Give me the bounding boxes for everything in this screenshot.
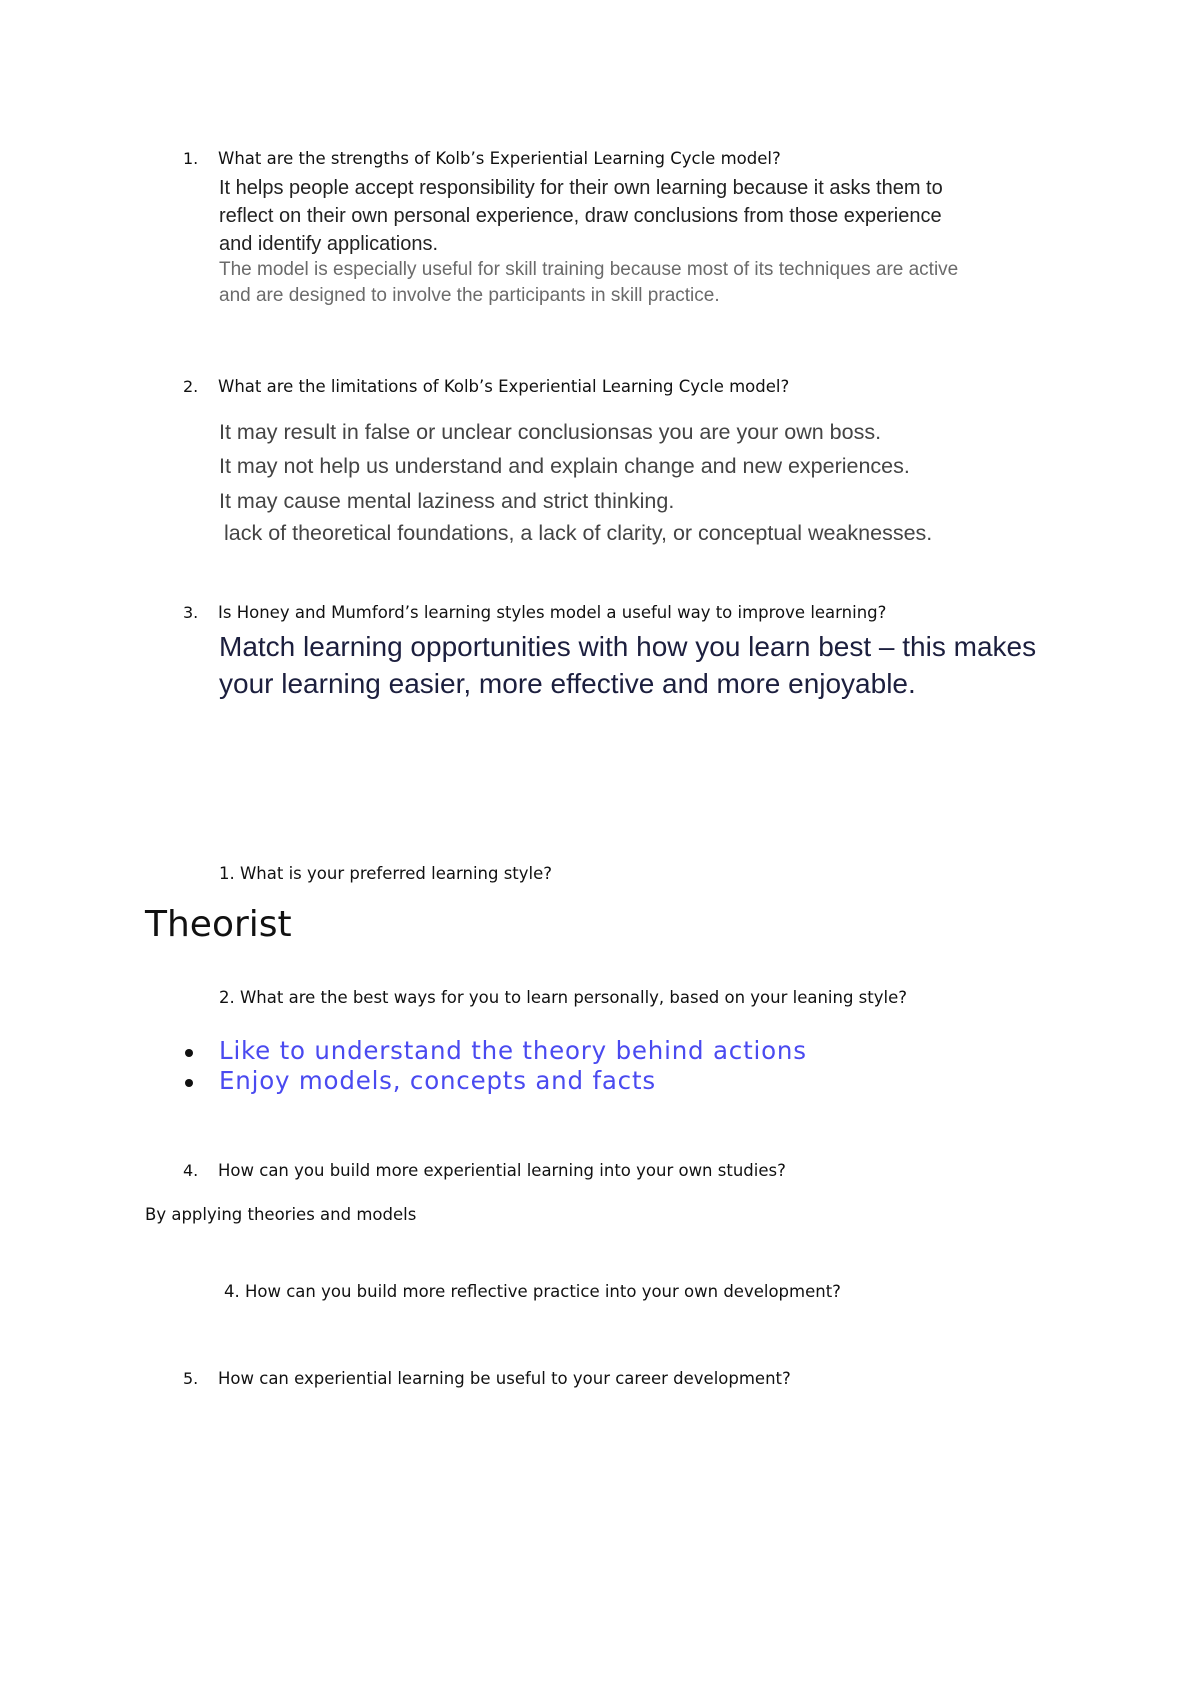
question-4-text: How can you build more experiential learning into your own studies? [218, 1161, 786, 1180]
question-4-answer: By applying theories and models [145, 1205, 417, 1224]
answer-line: reflect on their own personal experience, draw conclusions from those experience [219, 205, 942, 227]
question-3-number: 3. [183, 603, 199, 622]
bullet-icon [185, 1079, 193, 1087]
answer-line: The model is especially useful for skill training because most of its techniques are active [219, 259, 959, 280]
answer-line: It helps people accept responsibility for their own learning because it asks them to [219, 177, 943, 199]
limitation-line: It may not help us understand and explain change and new experiences. [219, 454, 910, 478]
question-4-number: 4. [183, 1161, 199, 1180]
question-5-number: 5. [183, 1369, 199, 1388]
question-1-answer-secondary [219, 257, 1099, 309]
bullet-item: Enjoy models, concepts and facts [219, 1066, 656, 1095]
question-3-text: Is Honey and Mumford’s learning styles model a useful way to improve learning? [218, 603, 887, 622]
question-1-number: 1. [183, 149, 199, 168]
limitation-line: lack of theoretical foundations, a lack of clarity, or conceptual weaknesses. [224, 521, 933, 545]
bullet-item: Like to understand the theory behind actions [219, 1036, 807, 1065]
question-1-answer [219, 174, 1099, 258]
sub-question-preferred-style: 1. What is your preferred learning style? [219, 864, 553, 883]
bullet-icon [185, 1049, 193, 1057]
question-1-text: What are the strengths of Kolb’s Experiential Learning Cycle model? [218, 149, 781, 168]
answer-line: and identify applications. [219, 233, 439, 255]
question-4-reflective-text: 4. How can you build more reflective practice into your own development? [224, 1282, 841, 1301]
answer-line: and are designed to involve the participants in skill practice. [219, 285, 720, 306]
question-2-text: What are the limitations of Kolb’s Experiential Learning Cycle model? [218, 377, 790, 396]
question-3-answer: Match learning opportunities with how you learn best – this makes your learning easier, more effective and more enjoyable. [219, 631, 1037, 699]
preferred-style-heading: Theorist [145, 904, 292, 945]
limitation-line: It may cause mental laziness and strict thinking. [219, 489, 675, 513]
question-5-text: How can experiential learning be useful to your career development? [218, 1369, 791, 1388]
sub-question-best-ways: 2. What are the best ways for you to learn personally, based on your leaning style? [219, 988, 908, 1007]
question-2-number: 2. [183, 377, 199, 396]
limitation-line: It may result in false or unclear conclusionsas you are your own boss. [219, 420, 882, 444]
